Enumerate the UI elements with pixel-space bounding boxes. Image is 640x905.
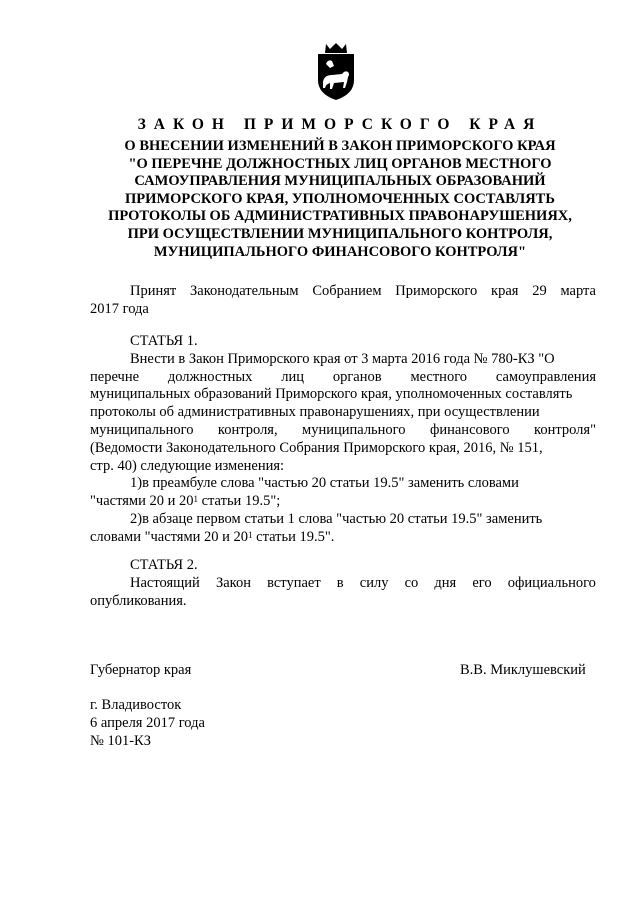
article-1-line: протоколы об административных правонарушениях, при осуществлении (90, 404, 540, 421)
article-1-line: (Ведомости Законодательного Собрания Приморского края, 2016, № 151, (90, 439, 543, 456)
coat-of-arms-emblem (312, 42, 360, 102)
article-2-heading: СТАТЬЯ 2. (130, 557, 198, 573)
word: края (491, 283, 519, 299)
title-line: "О ПЕРЕЧНЕ ДОЛЖНОСТНЫХ ЛИЦ ОРГАНОВ МЕСТНОГО (128, 155, 552, 172)
title-line: ПРОТОКОЛЫ ОБ АДМИНИСТРАТИВНЫХ ПРАВОНАРУШЕНИЯХ, (108, 208, 572, 225)
amendment-item-2-cont: словами "частями 20 и 20 $^1$ статьи 19.5". (90, 528, 335, 545)
title-line: ПРИ ОСУЩЕСТВЛЕНИИ МУНИЦИПАЛЬНОГО КОНТРОЛЯ, (127, 225, 553, 242)
word: марта (560, 283, 596, 299)
word: Принят (130, 283, 177, 299)
article-2 (90, 557, 596, 610)
article-1-line: муниципальных образований Приморского края, уполномоченных составлять (90, 386, 573, 403)
date: 6 апреля 2017 года (90, 715, 205, 731)
amendment-item-1-cont: "частями 20 и 20 $^1$ статьи 19.5"; (90, 493, 281, 510)
law-number: № 101-КЗ (90, 733, 151, 749)
title-line: МУНИЦИПАЛЬНОГО ФИНАНСОВОГО КОНТРОЛЯ" (153, 243, 527, 260)
adoption-statement (90, 283, 596, 319)
article-1-line: перечне должностных лиц органов местного самоуправления (90, 368, 596, 385)
place: г. Владивосток (90, 697, 182, 713)
adoption-year: 2017 года (90, 300, 149, 317)
amendment-item-1: 1)в преамбуле слова "частью 20 статьи 19.5" заменить словами (130, 475, 519, 492)
article-1-heading: СТАТЬЯ 1. (130, 333, 198, 349)
title-line: О ВНЕСЕНИИ ИЗМЕНЕНИЙ В ЗАКОН ПРИМОРСКОГО КРАЯ (124, 138, 556, 154)
law-heading: ЗАКОН ПРИМОРСКОГО КРАЯ (137, 116, 543, 133)
article-1 (90, 333, 596, 547)
article-1-line: стр. 40) следующие изменения: (90, 457, 285, 474)
title-line: САМОУПРАВЛЕНИЯ МУНИЦИПАЛЬНЫХ ОБРАЗОВАНИЙ (134, 173, 546, 190)
article-2-line: Настоящий Закон вступает в силу со дня его официального (130, 574, 596, 591)
word: Приморского (395, 283, 478, 299)
article-1-line: муниципального контроля, муниципального финансового контроля" (90, 421, 596, 438)
word: Собранием (312, 283, 382, 299)
title-line: ПРИМОРСКОГО КРАЯ, УПОЛНОМОЧЕННЫХ СОСТАВЛЯТЬ (125, 190, 555, 207)
amendment-item-2: 2)в абзаце первом статьи 1 слова "частью 20 статьи 19.5" заменить (130, 510, 543, 527)
signatory-name: В.В. Миклушевский (460, 662, 586, 678)
article-1-line: Внести в Закон Приморского края от 3 марта 2016 года № 780-КЗ "О (130, 350, 555, 367)
law-title (60, 138, 620, 261)
article-2-line: опубликования. (90, 592, 187, 609)
word: 29 (532, 283, 547, 299)
word: Законодательным (190, 283, 299, 299)
signatory-position: Губернатор края (90, 662, 192, 678)
